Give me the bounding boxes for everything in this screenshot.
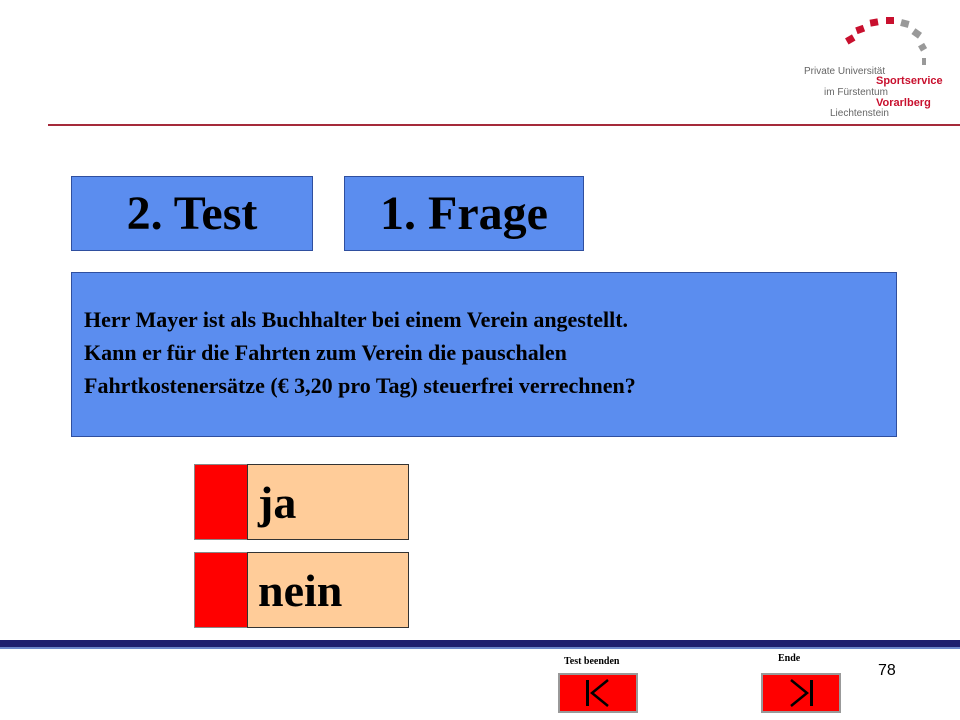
logo-text-line2: Sportservice bbox=[876, 75, 943, 87]
logo-text-line4: Vorarlberg bbox=[876, 97, 931, 109]
answer-yes-marker[interactable] bbox=[194, 464, 254, 540]
skip-forward-icon bbox=[763, 675, 839, 711]
answer-no-button[interactable]: nein bbox=[247, 552, 409, 628]
question-number: 1. Frage bbox=[344, 176, 584, 251]
test-beenden-label: Test beenden bbox=[564, 656, 620, 667]
skip-back-icon bbox=[560, 675, 636, 711]
answer-no-marker[interactable] bbox=[194, 552, 254, 628]
logo-text-line3: im Fürstentum bbox=[824, 87, 888, 98]
page-number: 78 bbox=[878, 662, 896, 679]
ende-label: Ende bbox=[778, 653, 801, 664]
question-line: Kann er für die Fahrten zum Verein die pauschalen bbox=[84, 340, 567, 365]
logo-text-line1: Private Universität bbox=[804, 66, 886, 77]
header-divider bbox=[48, 124, 960, 126]
question-box bbox=[71, 272, 897, 437]
test-title: 2. Test bbox=[71, 176, 313, 251]
footer-divider bbox=[0, 640, 960, 647]
footer-divider-accent bbox=[0, 647, 960, 649]
ende-button[interactable] bbox=[761, 673, 841, 713]
answer-yes-button[interactable]: ja bbox=[247, 464, 409, 540]
logo-text-line5: Liechtenstein bbox=[830, 108, 889, 119]
question-line: Fahrtkostenersätze (€ 3,20 pro Tag) steuerfrei verrechnen? bbox=[84, 373, 636, 398]
question-line: Herr Mayer ist als Buchhalter bei einem Verein angestellt. bbox=[84, 307, 629, 332]
university-logo bbox=[800, 10, 950, 122]
test-beenden-button[interactable] bbox=[558, 673, 638, 713]
